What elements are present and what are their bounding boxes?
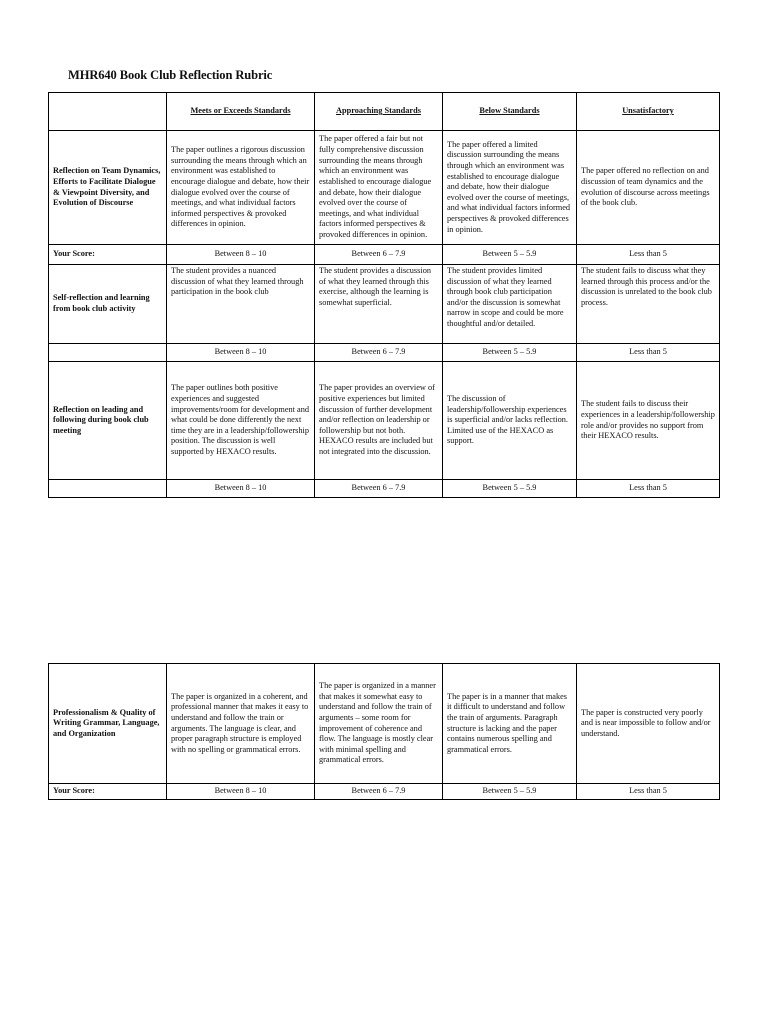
criterion-cell: The student fails to discuss what they learned through this process and/or the discussion is unrelated to the book club process. xyxy=(577,265,720,344)
score-row xyxy=(49,344,720,362)
criterion-name: Reflection on leading and following during book club meeting xyxy=(49,362,167,480)
score-range: Between 5 – 5.9 xyxy=(443,784,577,800)
score-label: Your Score: xyxy=(49,245,167,265)
criterion-cell: The paper outlines a rigorous discussion surrounding the means through which an environment was established to encourage dialogue and debate, how their dialogue evolved over the course of meetings, and what individual factors informed perspectives & provoked differences in opinion. xyxy=(167,131,315,245)
score-range: Between 6 – 7.9 xyxy=(315,245,443,265)
criterion-cell: The paper offered no reflection on and discussion of team dynamics and the evolution of discourse across meetings of the book club. xyxy=(577,131,720,245)
score-range: Between 5 – 5.9 xyxy=(443,245,577,265)
rubric-table-bottom xyxy=(48,663,720,800)
score-row xyxy=(49,480,720,498)
score-range: Between 8 – 10 xyxy=(167,480,315,498)
score-range: Between 8 – 10 xyxy=(167,245,315,265)
document-title: MHR640 Book Club Reflection Rubric xyxy=(68,68,273,82)
header-row xyxy=(49,93,720,131)
score-range: Between 6 – 7.9 xyxy=(315,480,443,498)
score-range: Between 8 – 10 xyxy=(167,344,315,362)
criterion-cell: The paper is organized in a coherent, and professional manner that makes it easy to understand and follow the train or arguments. The language is clear, and proper paragraph structure is employed with no spelling or grammatical errors. xyxy=(167,664,315,784)
header-blank xyxy=(49,93,167,131)
header-meets: Meets or Exceeds Standards xyxy=(167,93,315,131)
criterion-cell: The paper offered a limited discussion surrounding the means through which an environment was established to encourage dialogue and debate, how their dialogue evolved over the course of meetings, and what individual factors informed perspectives & provoked differences in opinion. xyxy=(443,131,577,245)
criterion-cell: The discussion of leadership/followership experiences is superficial and/or lacks reflection. Limited use of the HEXACO as support. xyxy=(443,362,577,480)
rubric-table-top xyxy=(48,92,720,498)
score-range: Between 8 – 10 xyxy=(167,784,315,800)
criterion-cell: The student provides limited discussion of what they learned through book club participation and/or the discussion is somewhat narrow in scope and could be more thoughtful and/or detailed. xyxy=(443,265,577,344)
criterion-cell: The student provides a nuanced discussion of what they learned through participation in the book club xyxy=(167,265,315,344)
criterion-cell: The paper is organized in a manner that makes it somewhat easy to understand and follow the train of arguments – some room for improvement of coherence and flow. The language is mostly clear with minimal spelling and grammatical errors. xyxy=(315,664,443,784)
criterion-name: Reflection on Team Dynamics, Efforts to Facilitate Dialogue & Viewpoint Diversity, and Evolution of Discourse xyxy=(49,131,167,245)
score-label-blank xyxy=(49,344,167,362)
score-range: Less than 5 xyxy=(577,344,720,362)
criterion-row xyxy=(49,362,720,480)
score-range: Between 6 – 7.9 xyxy=(315,344,443,362)
header-unsatisfactory: Unsatisfactory xyxy=(577,93,720,131)
criterion-cell: The paper outlines both positive experiences and suggested improvements/room for development and what could be done differently the next time they are in a leadership/followership position. The discussion is well supported by HEXACO results. xyxy=(167,362,315,480)
score-row xyxy=(49,245,720,265)
criterion-row xyxy=(49,131,720,245)
criterion-cell: The paper offered a fair but not fully comprehensive discussion surrounding the means through which an environment was established to encourage dialogue and debate, how their dialogue evolved over the course of meetings, and what individual factors informed perspectives & provoked differences in opinion. xyxy=(315,131,443,245)
score-range: Less than 5 xyxy=(577,480,720,498)
criterion-cell: The paper provides an overview of positive experiences but limited discussion of further development and/or reflection on leadership or followership but not both. HEXACO results are included but not integrated into the discussion. xyxy=(315,362,443,480)
criterion-cell: The student fails to discuss their experiences in a leadership/followership role and/or provides no support from their HEXACO results. xyxy=(577,362,720,480)
header-approaching: Approaching Standards xyxy=(315,93,443,131)
score-row xyxy=(49,784,720,800)
score-label: Your Score: xyxy=(49,784,167,800)
criterion-cell: The student provides a discussion of what they learned through this exercise, although the learning is somewhat superficial. xyxy=(315,265,443,344)
criterion-cell: The paper is in a manner that makes it difficult to understand and follow the train of arguments. Paragraph structure is lacking and the paper contains numerous spelling and grammatical errors. xyxy=(443,664,577,784)
score-range: Between 6 – 7.9 xyxy=(315,784,443,800)
score-range: Between 5 – 5.9 xyxy=(443,480,577,498)
score-range: Less than 5 xyxy=(577,245,720,265)
criterion-row xyxy=(49,265,720,344)
criterion-name: Self-reflection and learning from book club activity xyxy=(49,265,167,344)
criterion-row xyxy=(49,664,720,784)
score-range: Less than 5 xyxy=(577,784,720,800)
score-range: Between 5 – 5.9 xyxy=(443,344,577,362)
score-label-blank xyxy=(49,480,167,498)
criterion-name: Professionalism & Quality of Writing Grammar, Language, and Organization xyxy=(49,664,167,784)
header-below: Below Standards xyxy=(443,93,577,131)
criterion-cell: The paper is constructed very poorly and is near impossible to follow and/or understand. xyxy=(577,664,720,784)
